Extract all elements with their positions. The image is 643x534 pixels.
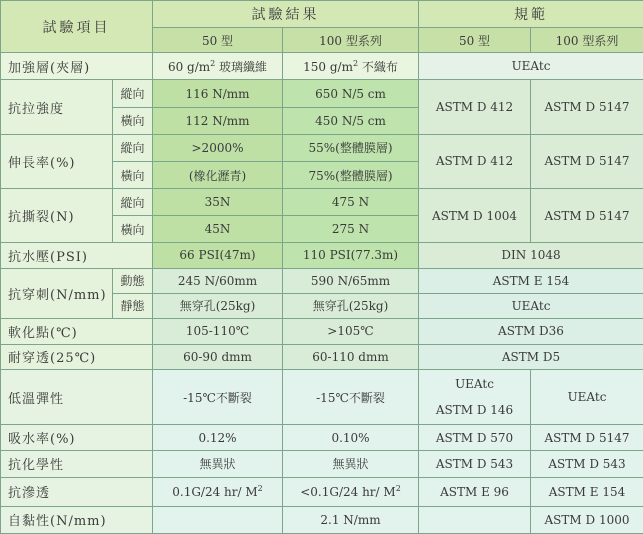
row-label: 抗化學性 — [1, 451, 153, 477]
cell-value: 35N — [153, 189, 283, 216]
cell-value: 650 N/5 cm — [283, 80, 419, 107]
cell-spec: ASTM E 96 — [419, 477, 531, 506]
cell-value: 60-110 dmm — [283, 344, 419, 369]
cell-spec: ASTM D36 — [419, 318, 643, 344]
cell-value: 475 N — [283, 189, 419, 216]
cell-value: 245 N/60mm — [153, 268, 283, 293]
row-label: 自黏性(N/mm) — [1, 506, 153, 533]
cell-value: 55%(整體膜層) — [283, 134, 419, 161]
cell-value: 45N — [153, 216, 283, 243]
row-label: 吸水率(%) — [1, 425, 153, 451]
cell-value: 66 PSI(47m) — [153, 243, 283, 268]
cell-value: 無異狀 — [153, 451, 283, 477]
row-label: 抗水壓(PSI) — [1, 243, 153, 268]
row-sublabel: 橫向 — [113, 161, 153, 188]
cell-value: -15℃不斷裂 — [153, 369, 283, 424]
cell-spec: ASTM D 5147 — [531, 425, 643, 451]
cell-value: 75%(整體膜層) — [283, 161, 419, 188]
cell-value: 60 $g/m^2$ 玻璃纖維 — [153, 53, 283, 80]
cell-value: 無穿孔(25kg) — [283, 293, 419, 318]
cell-value: 2.1 N/mm — [283, 506, 419, 533]
row-sublabel: 橫向 — [113, 107, 153, 134]
row-label: 軟化點(℃) — [1, 318, 153, 344]
cell-spec: ASTM D 5147 — [531, 134, 643, 188]
cell-spec: UEAtc — [531, 369, 643, 424]
cell-spec: ASTM D5 — [419, 344, 643, 369]
row-label: 抗穿刺(N/mm) — [1, 268, 113, 318]
row-label: 伸長率(%) — [1, 134, 113, 188]
cell-value: 0.10% — [283, 425, 419, 451]
cell-spec: ASTM D 5147 — [531, 80, 643, 134]
cell-spec: ASTM D 5147 — [531, 189, 643, 243]
cell-value: <0.1G/24 hr/ $M^2$ — [283, 477, 419, 506]
cell-value: 116 N/mm — [153, 80, 283, 107]
row-sublabel: 靜態 — [113, 293, 153, 318]
cell-value: 0.12% — [153, 425, 283, 451]
cell-spec: ASTM D 412 — [419, 134, 531, 188]
header-items: 試驗項目 — [1, 1, 153, 53]
header-spec-100: 100 型系列 — [531, 28, 643, 53]
cell-spec: ASTM D 1000 — [531, 506, 643, 533]
cell-value: 110 PSI(77.3m) — [283, 243, 419, 268]
cell-spec: DIN 1048 — [419, 243, 643, 268]
cell-spec: ASTM D 543 — [531, 451, 643, 477]
header-col-50: 50 型 — [153, 28, 283, 53]
row-label: 加強層(夾層) — [1, 53, 153, 80]
row-sublabel: 動態 — [113, 268, 153, 293]
row-label: 低溫彈性 — [1, 369, 153, 424]
header-results: 試驗結果 — [153, 1, 419, 28]
cell-spec: ASTM E 154 — [419, 268, 643, 293]
cell-value: 60-90 dmm — [153, 344, 283, 369]
cell-value: (橡化瀝青) — [153, 161, 283, 188]
cell-value: 無穿孔(25kg) — [153, 293, 283, 318]
cell-value: -15℃不斷裂 — [283, 369, 419, 424]
cell-value: 450 N/5 cm — [283, 107, 419, 134]
cell-value: 150 $g/m^2$ 不織布 — [283, 53, 419, 80]
row-label: 抗撕裂(N) — [1, 189, 113, 243]
cell-spec: UEAtc — [419, 53, 643, 80]
header-spec-50: 50 型 — [419, 28, 531, 53]
row-sublabel: 縱向 — [113, 80, 153, 107]
cell-value-empty — [153, 506, 283, 533]
row-sublabel: 橫向 — [113, 216, 153, 243]
cell-spec: ASTM D 570 — [419, 425, 531, 451]
cell-value: 0.1G/24 hr/ $M^2$ — [153, 477, 283, 506]
cell-spec: UEAtc — [419, 293, 643, 318]
row-sublabel: 縱向 — [113, 134, 153, 161]
row-label: 抗滲透 — [1, 477, 153, 506]
cell-value: >2000% — [153, 134, 283, 161]
header-spec: 規範 — [419, 1, 643, 28]
cell-value: >105℃ — [283, 318, 419, 344]
cell-value: 275 N — [283, 216, 419, 243]
cell-value: 112 N/mm — [153, 107, 283, 134]
header-col-100: 100 型系列 — [283, 28, 419, 53]
cell-spec: ASTM E 154 — [531, 477, 643, 506]
cell-value: 590 N/65mm — [283, 268, 419, 293]
cell-spec: ASTM D 1004 — [419, 189, 531, 243]
row-label: 抗拉強度 — [1, 80, 113, 134]
row-label: 耐穿透(25℃) — [1, 344, 153, 369]
cell-spec: UEAtc ASTM D 146 — [419, 369, 531, 424]
cell-spec: ASTM D 543 — [419, 451, 531, 477]
cell-spec: ASTM D 412 — [419, 80, 531, 134]
cell-spec-empty — [419, 506, 531, 533]
row-sublabel: 縱向 — [113, 189, 153, 216]
cell-value: 105-110℃ — [153, 318, 283, 344]
cell-value: 無異狀 — [283, 451, 419, 477]
